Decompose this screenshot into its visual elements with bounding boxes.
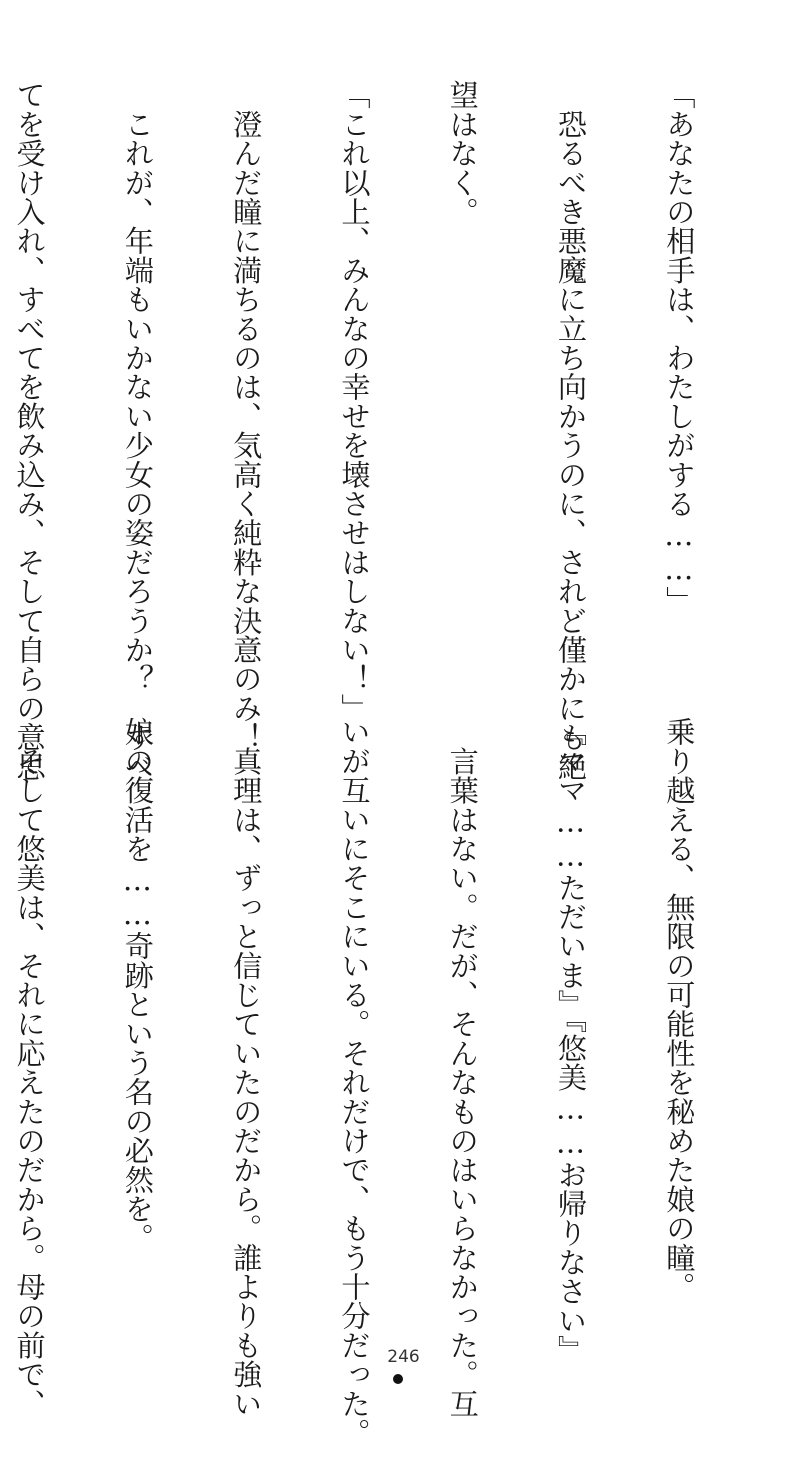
text-column: 『ママ……ただいま』『悠美……お帰りなさい』: [553, 717, 588, 1364]
text-column: 望はなく。: [445, 80, 480, 226]
text-column: 乗り越える、無限の可能性を秘めた娘の瞳。: [661, 717, 696, 1301]
page-marker-dot: [393, 1374, 403, 1384]
text-column: 「これ以上、みんなの幸せを壊させはしない！」: [336, 80, 371, 723]
text-column: そして悠美は、それに応えたのだから。母の前で、: [12, 717, 47, 1418]
text-column: 言葉はない。だが、そんなものはいらなかった。互: [445, 717, 480, 1418]
text-column: 恐るべき悪魔に立ち向かうのに、されど僅かにも絶: [553, 80, 588, 781]
page-number: 246: [387, 1347, 420, 1367]
text-column: これが、年端もいかない少女の姿だろうか？ すべ: [120, 80, 155, 781]
text-column: てを受け入れ、すべてを飲み込み、そして自らの意思: [12, 80, 47, 781]
text-column: いが互いにそこにいる。それだけで、もう十分だった。: [336, 717, 371, 1447]
text-column: 澄んだ瞳に満ちるのは、気高く純粋な決意のみ！: [228, 80, 263, 752]
text-column: 真理は、ずっと信じていたのだから。誰よりも強い: [228, 717, 263, 1418]
text-column: 「あなたの相手は、わたしがする……」: [661, 80, 696, 616]
upper-text-block: [12, 80, 769, 781]
text-column: 娘の復活を……奇跡という名の必然を。: [120, 717, 155, 1253]
